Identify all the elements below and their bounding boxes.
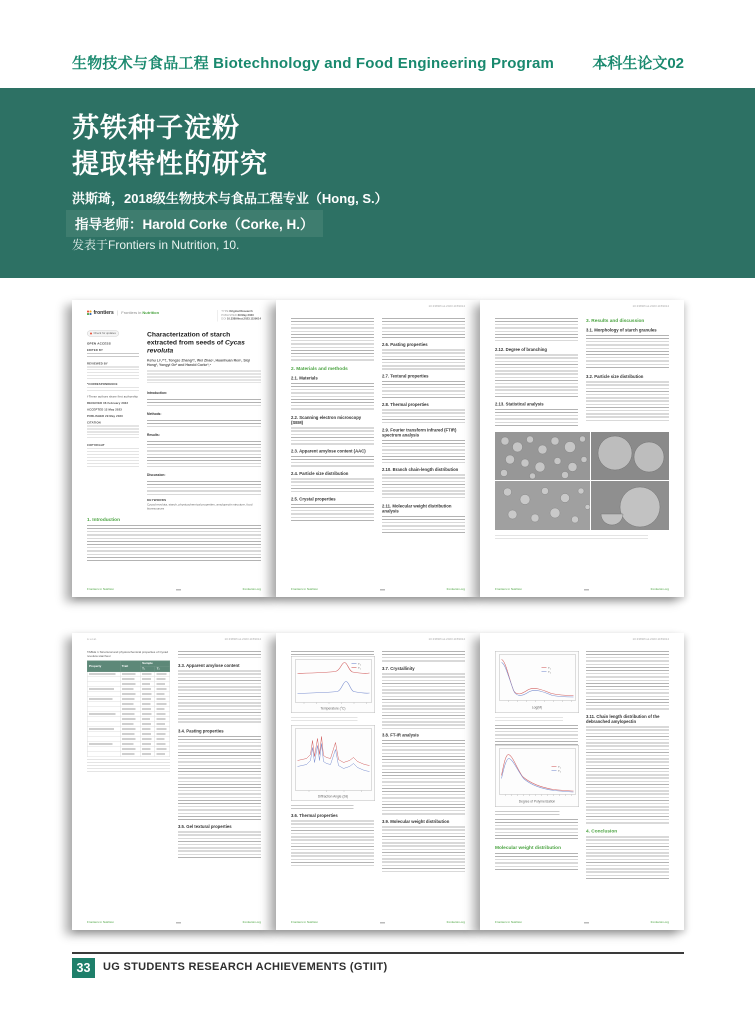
intro-text-placeholder (87, 525, 261, 561)
crossmark-icon (90, 332, 92, 334)
paper-page-2: 10.3389/fnut.2023.1159014 2. Materials and methods 2.1. Materials 2.2. Scanning electron microscopy (SEM) 2.3. Apparent amylose content (AAC) 2.4. Particle size distribution 2.5. Crystal properties 2.6. Pasting properties 2.7. Textural properties 2.8. Thermal properties 2.9. Fourier transform infrared (FTIR) spectrum analysis 2.10. Branch chain-length distribution 2.11. Molecular weight distribution analysis Frontiers in Nutrition frontiersin.org (276, 300, 480, 597)
svg-text:T₁: T₁ (548, 665, 551, 670)
advisor-highlight: 指导老师：Harold Corke（Corke, H.） (66, 210, 323, 237)
svg-text:T₁: T₁ (558, 764, 561, 769)
table-cell (87, 752, 120, 757)
thesis-title-line1: 苏铁种子淀粉 (72, 113, 240, 143)
table-cell (140, 752, 155, 757)
booklet-header (72, 52, 684, 73)
frontiers-logo (87, 310, 159, 316)
molecular-weight-chart (495, 651, 579, 713)
page1-sidebar: Check for updates OPEN ACCESS EDITED BY REVIEWED BY *CORRESPONDENCE †These authors share first authorship RECEIVED 06 February 2023 ACCEPTED 12 May 2023 PUBLISHED 29 May 2023 CITATION COPYRIGHT (87, 330, 139, 511)
table1: Property Trait Sample T₁ T₂ (87, 661, 170, 758)
table-cell (155, 752, 170, 757)
svg-text:Log(M): Log(M) (531, 705, 543, 710)
table1-column (87, 651, 170, 861)
paper-page-5: 10.3389/fnut.2023.1159014 T₂ T₁ Temperature (°C) Diffraction Angle (2θ) 3.6. Thermal properties 3.7. Crystallinity 3.8. FT-IR analysis 3.9. Molecular weight distribution Frontiers in Nutrition frontiersin.org (276, 633, 480, 930)
program-title: 生物技术与食品工程 Biotechnology and Food Engineering Program (72, 55, 555, 72)
paper-page-1: frontiers Frontiers in Nutrition TYPE Original Research PUBLISHED 29 May 2023 DOI 10.3389/fnut.2023.1159014 Check for updates OPEN ACCESS EDITED BY REVIEWED BY *CORRESPONDENCE †These authors share first authorship RECEIVED 06 February 2023 ACCEPTED 12 May 2023 PUBLISHED 29 May 2023 CITATION COPYRIGHT Characterization of starch extracted from seeds of Cycas revoluta Kehu Li¹,²*†, Tongze Zhang³†, Wei Zhao¹, Huanhuan Ren¹, Siqi Hong³, Yongyi Ge² and Harold Corke³,⁴ Introduction: Methods: Results: Discussion: KEYWORDS Cycad revoluta, starch, physicochemical properties, amylopectin structure, food bioresources 1. Introduction Frontiers in Nutrition frontiersin.org (72, 300, 276, 597)
article-meta: TYPE Original Research PUBLISHED 29 May 2023 DOI 10.3389/fnut.2023.1159014 (218, 310, 261, 321)
svg-text:Diffraction Angle (2θ): Diffraction Angle (2θ) (317, 794, 349, 799)
publication-note: 发表于Frontiers in Nutrition, 10. (72, 238, 240, 252)
svg-text:T₂: T₂ (548, 669, 551, 674)
paper-page-3: 10.3389/fnut.2023.1159014 2.12. Degree of branching 2.13. Statistical analysis 3. Results and discussion 3.1. Morphology of starch granules 3.2. Particle size distribution Frontiers in Nutrition frontiersin.org (480, 300, 684, 597)
issue-label: 本科生论文02 (592, 55, 684, 72)
svg-text:T₁: T₁ (358, 665, 361, 670)
student-author: 洪斯琦，2018级生物技术与食品工程专业（Hong, S.） (72, 191, 388, 206)
footer-rule (72, 952, 684, 954)
check-updates-badge: Check for updates (87, 330, 119, 336)
affiliations-placeholder (147, 370, 261, 383)
title-banner (0, 88, 755, 278)
figure1-caption-placeholder (495, 535, 648, 540)
page1-main-column (147, 330, 261, 511)
keywords: Cycad revoluta, starch, physicochemical properties, amylopectin structure, food bioresources (147, 503, 253, 511)
footer-caption: UG STUDENTS RESEARCH ACHIEVEMENTS (GTIIT) (103, 961, 388, 973)
frontiers-logo-icon (87, 311, 92, 316)
xrd-pattern-chart (291, 725, 375, 801)
paper-thumbnails (72, 300, 684, 930)
table-cell (120, 752, 140, 757)
frontiers-wordmark: frontiers (93, 310, 114, 316)
page-number-badge: 33 (72, 958, 95, 978)
paper-authors: Kehu Li¹,²*†, Tongze Zhang³†, Wei Zhao¹, Huanhuan Ren¹, Siqi Hong³, Yongyi Ge² and Harold Corke³,⁴ (147, 358, 250, 367)
chain-length-chart (495, 745, 579, 807)
dsc-thermogram-chart (291, 656, 375, 713)
thesis-title (72, 110, 268, 182)
svg-text:Temperature (°C): Temperature (°C) (320, 706, 346, 711)
paper-page-6: 10.3389/fnut.2023.1159014 T₁ T₂ Log(M) T₁ T₂ Degree of Polymerization Molecular weight distribution 3.11. Chain length distribution of the debranched amylopectin 4. Conclusion Frontiers in Nutrition frontiersin.org (480, 633, 684, 930)
table1-footnote-placeholder (87, 760, 170, 773)
svg-text:Degree of Polymerization: Degree of Polymerization (518, 799, 556, 804)
thesis-title-line2: 提取特性的研究 (72, 149, 268, 179)
paper-title: Characterization of starch extracted from seeds of Cycas revoluta (147, 330, 245, 354)
svg-text:T₂: T₂ (358, 661, 361, 666)
svg-text:T₂: T₂ (558, 768, 561, 773)
paper-page-4: Li et al. 10.3389/fnut.2023.1159014 TABLE 1 Structural and physicochemical properties of Cycad revoluta starches¹ Property Trait Sample T₁ T₂ 3.3. Apparent amylose content 3.4. Pasting properties 3.5. Gel textural properties Frontiers in Nutrition frontiersin.org (72, 633, 276, 930)
table1-caption: TABLE 1 Structural and physicochemical properties of Cycad revoluta starches¹ (87, 651, 168, 658)
abstract: Introduction: Methods: Results: Discussion: (147, 387, 261, 495)
section-introduction: 1. Introduction (87, 516, 120, 523)
journal-name: Frontiers in Nutrition (121, 310, 160, 315)
keywords-label: KEYWORDS (147, 498, 167, 502)
open-access-label: OPEN ACCESS (87, 342, 111, 346)
sem-micrograph-grid (495, 432, 669, 530)
